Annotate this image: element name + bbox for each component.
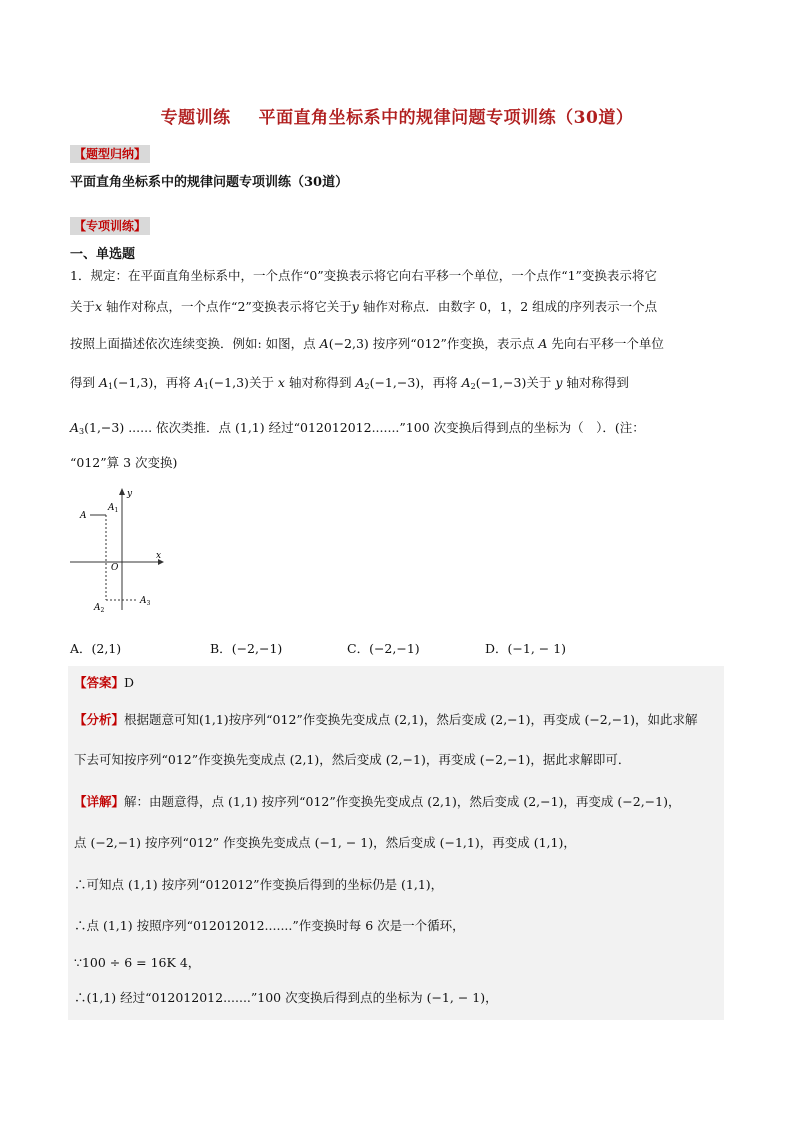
question-line-1: 1．规定：在平面直角坐标系中，一个点作“0”变换表示将它向右平移一个单位，一个点作“1”变换表示将它 (70, 268, 657, 283)
y-axis-label: y (127, 489, 133, 499)
option-a[interactable]: A．(2,1) (70, 641, 122, 656)
section-tag-training: 【专项训练】 (70, 217, 150, 235)
answer-line: 【答案】D (74, 675, 135, 690)
x-axis-label: x (156, 551, 162, 561)
detail-line-6: ∴(1,1) 经过“012012012.......”100 次变换后得到点的坐标为 (−1, − 1)， (74, 990, 498, 1005)
page-title (0, 103, 794, 128)
question-line-6: “012”算 3 次变换) (70, 455, 178, 470)
question-line-3: 按照上面描述依次连续变换．例如: 如图，点 A(−2,3) 按序列“012”作变换，表示点 A 先向右平移一个单位 (70, 336, 664, 351)
origin-label: O (111, 563, 119, 573)
point-A-label: A (80, 511, 87, 521)
question-line-4: 得到 $A_1(-1,3)$，再将 $A_1(-1,3)$关于 x 轴对称得到 $A_2(-1,-3)$，再将 $A_2(-1,-3)$关于 y 轴对称得到 (70, 375, 629, 391)
sub-heading: 一、单选题 (70, 247, 136, 262)
option-b[interactable]: B．(−2,−1) (210, 641, 283, 656)
analysis-line-2: 下去可知按序列“012”作变换先变成点 (2,1)，然后变成 (2,−1)，再变成 (−2,−1)，据此求解即可． (74, 752, 631, 767)
question-line-2: 关于x 轴作对称点，一个点作“2”变换表示将它关于y 轴作对称点．由数字 0，1，2 组成的序列表示一个点 (70, 299, 658, 314)
detail-line-2: 点 (−2,−1) 按序列“012” 作变换先变成点 (−1, − 1)，然后变成 (−1,1)，再变成 (1,1)， (74, 835, 576, 850)
detail-line-3: ∴可知点 (1,1) 按序列“012012”作变换后得到的坐标仍是 (1,1)， (74, 877, 444, 892)
option-d[interactable]: D．(−1, − 1) (485, 641, 567, 656)
section-tag-summary: 【题型归纳】 (70, 145, 150, 163)
question-line-5: $A_3(1,-3)$ ...... 依次类推．点 (1,1) 经过“012012012.......”100 次变换后得到点的坐标为（ ）．(注： (70, 420, 645, 436)
detail-line-5: ∵100 ÷ 6 = 16K 4， (74, 955, 201, 970)
option-c[interactable]: C．(−2,−1) (347, 641, 420, 656)
title-part2: 平面直角坐标系中的规律问题专项训练（30道） (258, 108, 634, 128)
point-A3-label: $A_3$ (140, 596, 151, 607)
detail-line-1: 【详解】解：由题意得，点 (1,1) 按序列“012”作变换先变成点 (2,1)，然后变成 (2,−1)，再变成 (−2,−1)， (74, 794, 681, 809)
title-part1: 专题训练 (160, 108, 231, 128)
analysis-line-1: 【分析】根据题意可知(1,1)按序列“012”作变换先变成点 (2,1)，然后变成 (2,−1)，再变成 (−2,−1)，如此求解 (74, 712, 698, 727)
detail-line-4: ∴点 (1,1) 按照序列“012012012.......”作变换时每 6 次是一个循环， (74, 918, 465, 933)
section-heading: 平面直角坐标系中的规律问题专项训练（30道） (70, 175, 349, 190)
point-A1-label: $A_1$ (108, 503, 119, 514)
point-A2-label: $A_2$ (94, 603, 105, 614)
coordinate-figure (66, 486, 166, 616)
